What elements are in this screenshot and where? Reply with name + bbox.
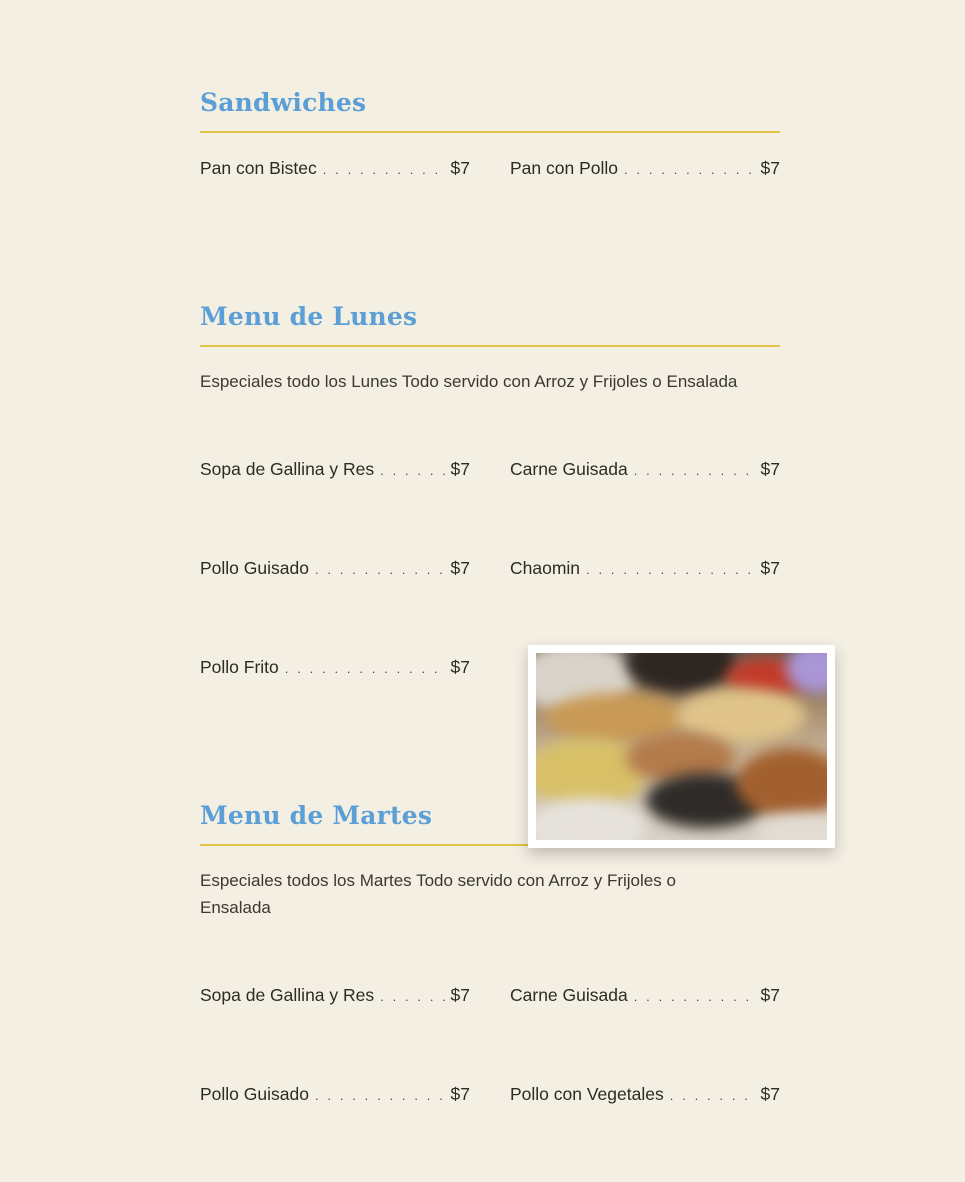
- menu-item-price: $7: [760, 158, 780, 178]
- photo-blur-region: [756, 813, 827, 840]
- food-photo-frame: [528, 645, 835, 848]
- dot-leader: [315, 558, 445, 582]
- menu-item-name: Pollo con Vegetales: [510, 1084, 664, 1104]
- dot-leader: [285, 657, 445, 681]
- menu-item-price: $7: [760, 459, 780, 479]
- menu-item-name: Carne Guisada: [510, 985, 628, 1005]
- dot-leader: [380, 459, 444, 483]
- menu-item-name: Pollo Guisado: [200, 558, 309, 578]
- menu-item-price: $7: [760, 558, 780, 578]
- menu-item-price: $7: [450, 1084, 470, 1104]
- menu-item-price: $7: [450, 657, 470, 677]
- dot-leader: [315, 1084, 445, 1108]
- menu-item-price: $7: [760, 1084, 780, 1104]
- dot-leader: [380, 985, 444, 1009]
- menu-item-name: Pollo Guisado: [200, 1084, 309, 1104]
- menu-item: [200, 1082, 470, 1106]
- menu-item-name: Pollo Frito: [200, 657, 279, 677]
- menu-item: [200, 556, 470, 580]
- menu-item-name: Chaomin: [510, 558, 581, 578]
- dot-leader: [670, 1084, 755, 1108]
- menu-item-name: Sopa de Gallina y Res: [200, 459, 375, 479]
- menu-item: [200, 457, 470, 481]
- menu-item-name: Pan con Bistec: [200, 158, 317, 178]
- section-sandwiches: [200, 85, 780, 178]
- dot-leader: [586, 558, 754, 582]
- section-lunes: [200, 299, 780, 677]
- menu-item-name: Carne Guisada: [510, 459, 628, 479]
- menu-item-price: $7: [450, 459, 470, 479]
- section-title-lunes: Menu de Lunes: [200, 302, 418, 331]
- menu-item-name: Pan con Pollo: [510, 158, 618, 178]
- menu-item-price: $7: [450, 158, 470, 178]
- dot-leader: [634, 459, 755, 483]
- menu-item: [510, 156, 780, 180]
- section-description: Especiales todo los Lunes Todo servido con Arroz y Frijoles o Ensalada: [200, 372, 738, 391]
- food-buffet-photo: [536, 653, 827, 840]
- section-description: Especiales todos los Martes Todo servido con Arroz y Frijoles o Ensalada: [200, 871, 676, 917]
- dot-leader: [624, 158, 755, 182]
- menu-item: [510, 983, 780, 1007]
- section-title-martes: Menu de Martes: [200, 801, 433, 830]
- menu-item: [200, 156, 470, 180]
- section-divider: [200, 131, 780, 133]
- menu-item: [510, 556, 780, 580]
- menu-item: [200, 983, 470, 1007]
- dot-leader: [634, 985, 755, 1009]
- dot-leader: [323, 158, 445, 182]
- photo-blur-region: [626, 653, 736, 693]
- photo-blur-region: [536, 798, 646, 840]
- menu-item: [510, 1082, 780, 1106]
- menu-item-price: $7: [760, 985, 780, 1005]
- menu-item: [510, 457, 780, 481]
- menu-item: [200, 655, 470, 679]
- section-divider: [200, 345, 780, 347]
- section-title-sandwiches: Sandwiches: [200, 88, 367, 117]
- menu-item-price: $7: [450, 985, 470, 1005]
- menu-item-price: $7: [450, 558, 470, 578]
- menu-item-name: Sopa de Gallina y Res: [200, 985, 375, 1005]
